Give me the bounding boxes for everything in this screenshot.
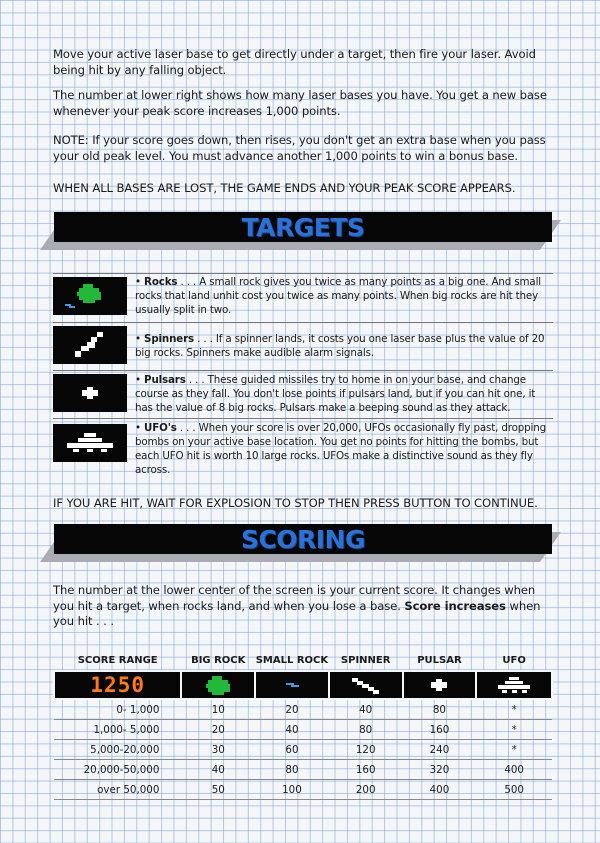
targets-banner bbox=[40, 212, 552, 246]
intro-paragraph-1: Move your active laser base to get directly under a target, then fire your laser. Avoid being hit by any falling object. bbox=[53, 47, 536, 77]
table-row: 0- 1,000 10 20 40 80 * bbox=[54, 699, 552, 720]
table-row: over 50,000 50 100 200 400 500 bbox=[54, 780, 552, 800]
spinners-description: • Spinners . . . If a spinner lands, it costs you one laser base plus the value of 20 big rocks. Spinners make audible alarm signals. bbox=[135, 333, 545, 359]
ufo-table-icon bbox=[476, 671, 552, 699]
scoring-banner bbox=[40, 524, 552, 558]
small-rock-icon bbox=[255, 671, 329, 699]
targets-title: TARGETS bbox=[241, 212, 365, 242]
note-paragraph: NOTE: If your score goes down, then rises, you don't get an extra base when you pass your old peak level. You must advance another 1,000 points to win a bonus base. bbox=[53, 133, 546, 163]
big-rock-icon bbox=[181, 671, 255, 699]
table-row: 20,000-50,000 40 80 160 320 400 bbox=[54, 760, 552, 780]
pulsar-table-icon bbox=[403, 671, 477, 699]
hit-note: IF YOU ARE HIT, WAIT FOR EXPLOSION TO STOP THEN PRESS BUTTON TO CONTINUE. bbox=[53, 496, 538, 510]
header-ufo: UFO bbox=[502, 655, 526, 666]
header-big-rock: BIG ROCK bbox=[191, 655, 246, 666]
rocks-description: • Rocks . . . A small rock gives you twice as many points as a big one. And small rocks that land unhit cost you twice as many points. When big rocks are hit they usually split in two. bbox=[135, 276, 541, 316]
game-end-note: WHEN ALL BASES ARE LOST, THE GAME ENDS AND YOUR PEAK SCORE APPEARS. bbox=[53, 181, 516, 195]
ufos-description: • UFO's . . . When your score is over 20,000, UFOs occasionally fly past, dropping bombs on your active base location. You get no points for hitting the bombs, but each UFO hit is worth 10 large rocks. UFOs make a distinctive sound as they fly across. bbox=[135, 422, 546, 476]
table-row: 5,000-20,000 30 60 120 240 * bbox=[54, 740, 552, 760]
table-row: 1,000- 5,000 20 40 80 160 * bbox=[54, 720, 552, 740]
ufos-name: UFO's bbox=[144, 422, 177, 434]
rocks-name: Rocks bbox=[144, 276, 178, 288]
pulsar-icon bbox=[53, 374, 127, 412]
table-icon-row bbox=[54, 671, 552, 699]
ufo-icon bbox=[53, 424, 127, 462]
scoring-intro: The number at the lower center of the screen is your current score. It changes when you hit a target, when rocks land, and when you lose a base. Score increases when you hit . . . bbox=[53, 583, 541, 628]
spinner-table-icon bbox=[329, 671, 403, 699]
rock-icon bbox=[53, 277, 127, 315]
intro-paragraph-2: The number at lower right shows how many laser bases you have. You get a new base whenever your peak score increases 1,000 points. bbox=[53, 88, 547, 118]
score-lcd: 1250 bbox=[90, 673, 145, 697]
spinner-icon bbox=[53, 326, 127, 364]
pulsars-name: Pulsars bbox=[144, 374, 186, 386]
pulsars-description: • Pulsars . . . These guided missiles try to home in on your base, and change course as they fall. You don't lose points if pulsars land, but if you can hit one, it has the value of 8 big rocks. Pulsars make a beeping sound as they attack. bbox=[135, 374, 536, 414]
scoring-title: SCORING bbox=[240, 524, 366, 554]
header-spinner: SPINNER bbox=[340, 655, 391, 666]
spinners-name: Spinners bbox=[144, 333, 195, 345]
scoring-table bbox=[53, 640, 553, 800]
score-display bbox=[54, 671, 181, 699]
header-pulsar: PULSAR bbox=[417, 655, 462, 666]
table-header-row bbox=[54, 640, 552, 671]
header-small-rock: SMALL ROCK bbox=[255, 655, 329, 666]
header-score-range: SCORE RANGE bbox=[77, 655, 158, 666]
